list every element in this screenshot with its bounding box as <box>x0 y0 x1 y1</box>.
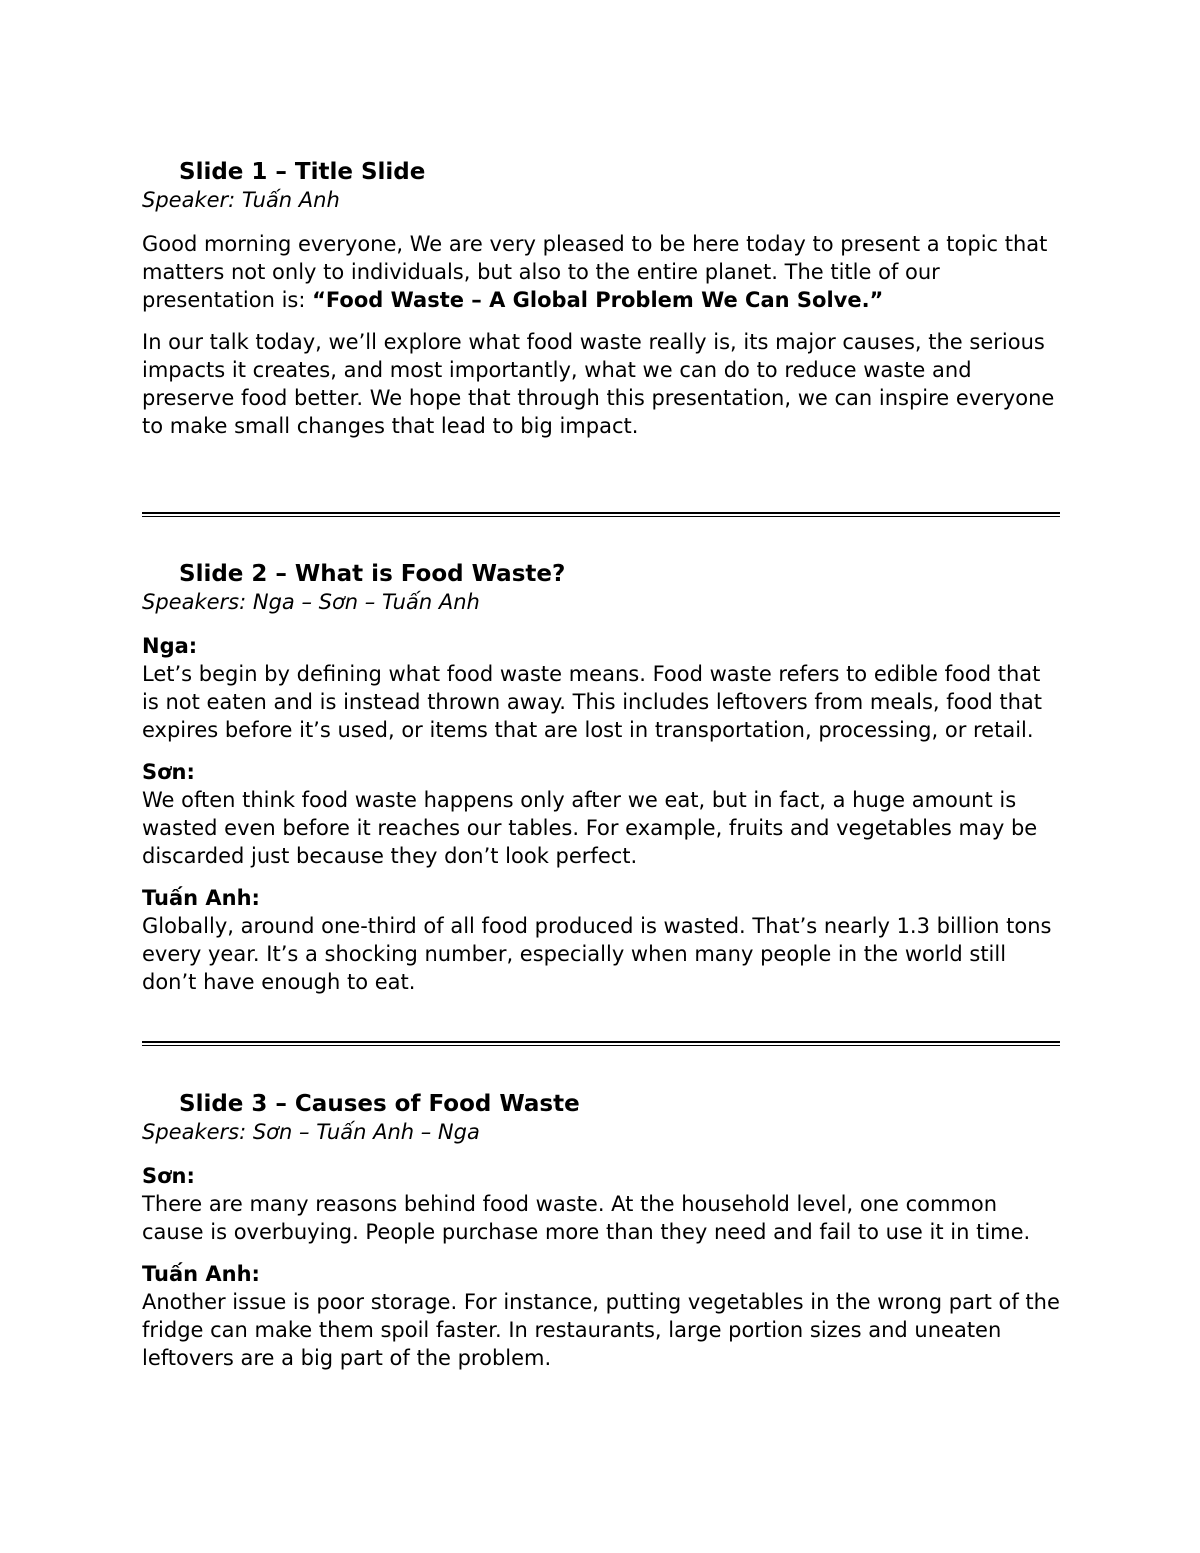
slide-2-speakers: Speakers: Nga – Sơn – Tuấn Anh <box>142 590 480 614</box>
intro-text: Good morning everyone, We are very pleased to be here today to present a topic that matters not only to individuals, but also to the entire planet. The title of our presentation is: <box>142 232 1048 312</box>
speaker-name: Nga: <box>142 634 198 658</box>
section-divider <box>142 1041 1060 1046</box>
slide-3-title: Slide 3 – Causes of Food Waste <box>179 1091 580 1117</box>
speaker-name: Sơn: <box>142 1164 195 1188</box>
speaker-name: Tuấn Anh: <box>142 1262 260 1286</box>
speaker-name: Tuấn Anh: <box>142 886 260 910</box>
slide-1-overview-paragraph: In our talk today, we’ll explore what food waste really is, its major causes, the serious impacts it creates, and most importantly, what we can do to reduce waste and preserve food better. We hope that through this presentation, we can inspire everyone to make small changes that lead to big impact. <box>142 330 1055 438</box>
slide-2-section <box>142 560 1060 996</box>
slide-3-speakers: Speakers: Sơn – Tuấn Anh – Nga <box>142 1120 480 1144</box>
slide-1-title: Slide 1 – Title Slide <box>179 159 426 185</box>
speaker-name: Sơn: <box>142 760 195 784</box>
section-divider <box>142 512 1060 517</box>
speaker-paragraph: Another issue is poor storage. For instance, putting vegetables in the wrong part of the fridge can make them spoil faster. In restaurants, large portion sizes and uneaten leftovers are a big part of the problem. <box>142 1290 1060 1370</box>
slide-3-section <box>142 1090 1060 1372</box>
speaker-paragraph: We often think food waste happens only after we eat, but in fact, a huge amount is wasted even before it reaches our tables. For example, fruits and vegetables may be discarded just because they don’t look perfect. <box>142 788 1038 868</box>
slide-1-intro-paragraph <box>142 230 1060 314</box>
speaker-paragraph: There are many reasons behind food waste. At the household level, one common cause is overbuying. People purchase more than they need and fail to use it in time. <box>142 1192 1031 1244</box>
slide-1-section <box>142 158 1060 440</box>
presentation-title: “Food Waste – A Global Problem We Can Solve.” <box>312 288 884 312</box>
speaker-paragraph: Globally, around one-third of all food produced is wasted. That’s nearly 1.3 billion tons every year. It’s a shocking number, especially when many people in the world still don’t have enough to eat. <box>142 914 1052 994</box>
speaker-paragraph: Let’s begin by defining what food waste means. Food waste refers to edible food that is not eaten and is instead thrown away. This includes leftovers from meals, food that expires before it’s used, or items that are lost in transportation, processing, or retail. <box>142 662 1043 742</box>
slide-1-speakers: Speaker: Tuấn Anh <box>142 188 340 212</box>
slide-2-title: Slide 2 – What is Food Waste? <box>179 561 566 587</box>
